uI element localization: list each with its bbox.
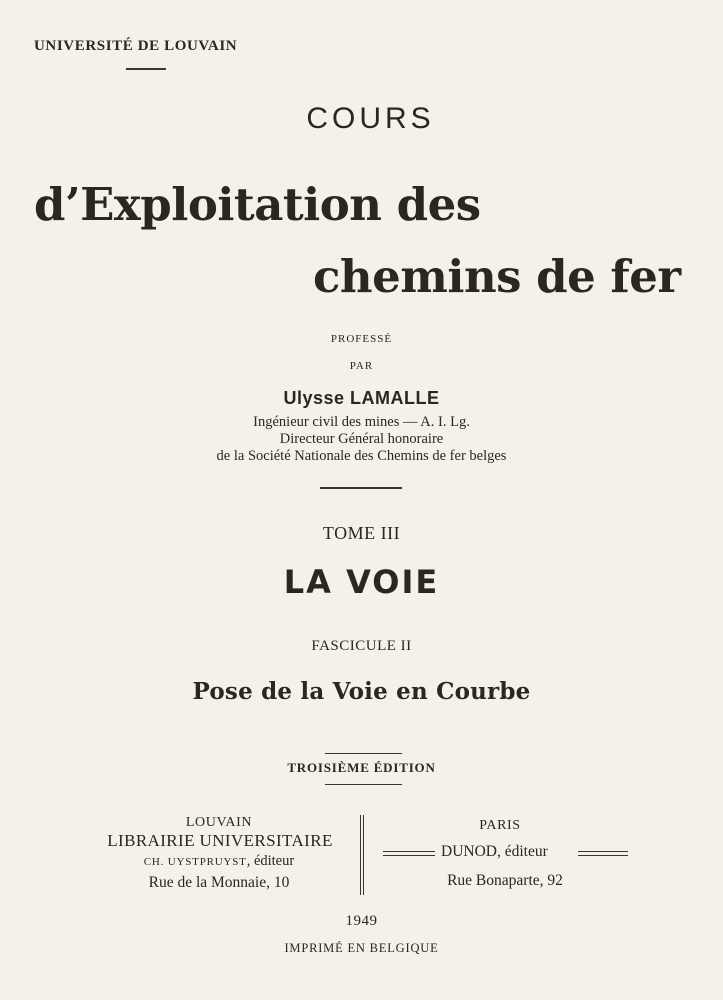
author-affiliation-line: Directeur Général honoraire: [279, 431, 444, 447]
edition-rule-top: [325, 753, 402, 754]
louvain-publisher-name: LIBRAIRIE UNIVERSITAIRE: [107, 831, 333, 850]
publisher-separator: [363, 815, 364, 895]
professed-label: PROFESSÉ: [330, 333, 393, 345]
paris-ornament-right: [578, 851, 628, 856]
edition-label: TROISIÈME ÉDITION: [287, 760, 436, 775]
fascicle-title: Pose de la Voie en Courbe: [192, 678, 531, 705]
main-title-line-2: chemins de fer: [313, 250, 681, 303]
author-affiliation-line: de la Société Nationale des Chemins de fer belges: [216, 448, 507, 464]
publisher-separator: [360, 815, 361, 895]
louvain-editor-role: , éditeur: [246, 853, 295, 869]
louvain-editor: [100, 853, 338, 870]
header-divider: [126, 68, 166, 70]
tome-title: LA VOIE: [283, 563, 440, 601]
louvain-address: Rue de la Monnaie, 10: [148, 874, 290, 891]
author-affiliation-line: Ingénieur civil des mines — A. I. Lg.: [253, 414, 470, 430]
main-title-line-1: d’Exploitation des: [34, 178, 481, 231]
publication-year: 1949: [345, 913, 378, 929]
author-name: Ulysse LAMALLE: [283, 388, 440, 408]
louvain-editor-name: CH. UYSTPRUYST: [143, 856, 247, 868]
fascicle-number: FASCICULE II: [311, 638, 412, 654]
edition-rule-bottom: [325, 784, 402, 785]
paris-address: Rue Bonaparte, 92: [447, 872, 563, 889]
paris-publisher: DUNOD, éditeur: [441, 843, 548, 860]
section-divider: [320, 487, 402, 489]
by-label: PAR: [349, 360, 374, 372]
tome-number: TOME III: [322, 523, 401, 543]
paris-city: PARIS: [479, 818, 521, 833]
paris-ornament-left: [383, 851, 435, 856]
louvain-city: LOUVAIN: [185, 815, 253, 830]
printed-in-label: IMPRIMÉ EN BELGIQUE: [284, 941, 439, 955]
series-label: COURS: [306, 102, 435, 135]
university-name: UNIVERSITÉ DE LOUVAIN: [34, 38, 238, 54]
